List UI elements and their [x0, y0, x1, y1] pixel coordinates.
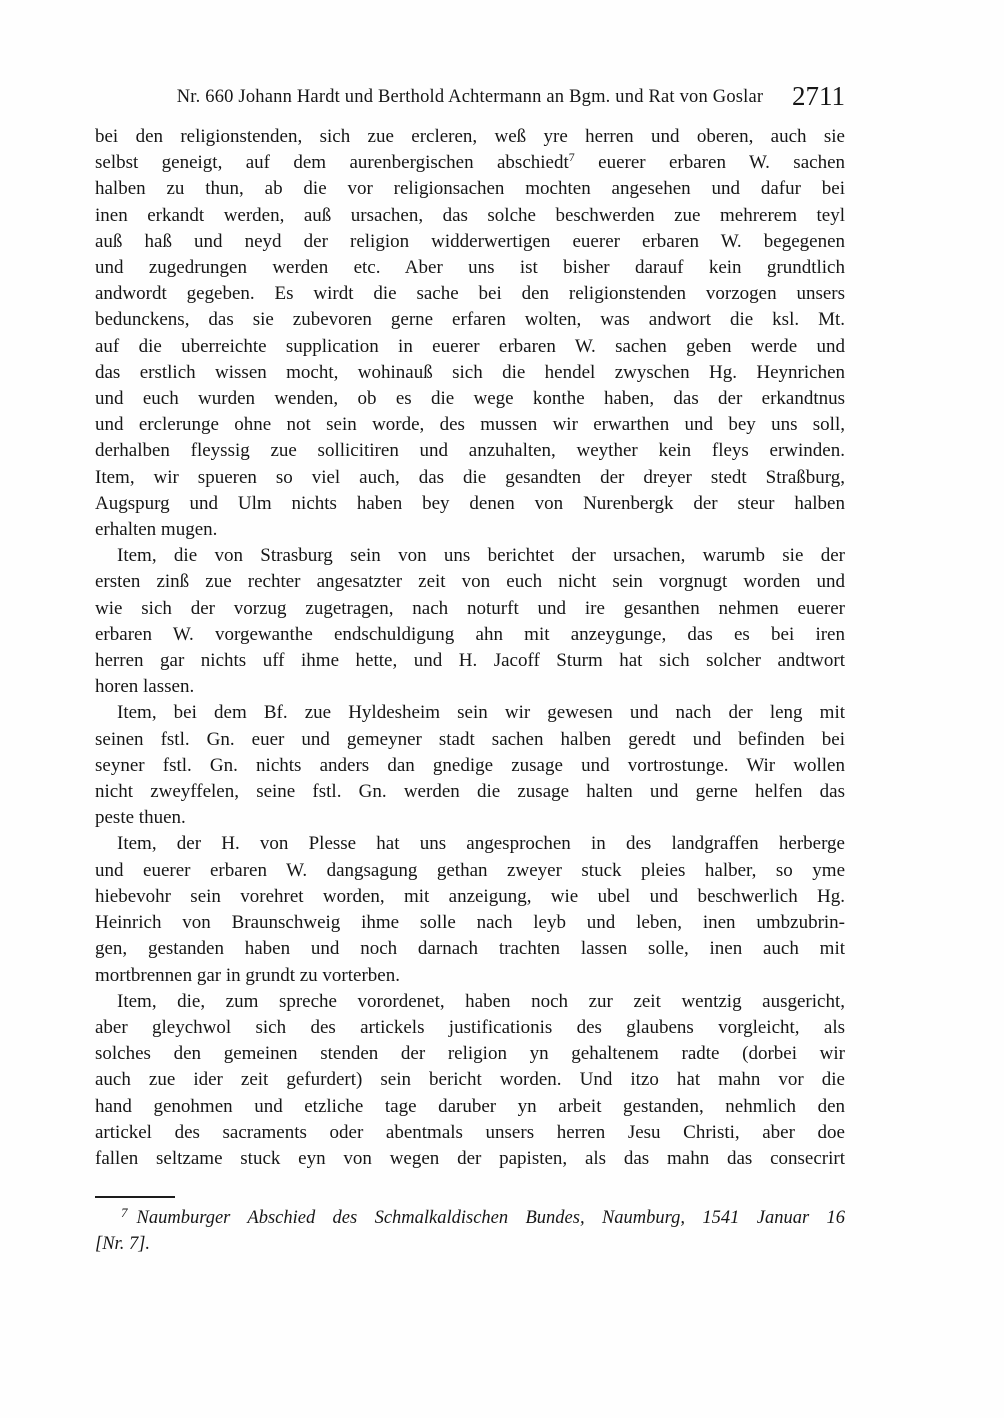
text-line: Item, der H. von Plesse hat uns angesprochen in des landgraffen herberge: [117, 833, 845, 855]
text-line: erhalten mugen.: [95, 519, 218, 541]
text-line: halben zu thun, ab die vor religionsachen mochten angesehen und dafur bei: [95, 178, 845, 200]
text-line: selbst geneigt, auf dem aurenbergischen abschiedt$^7$ euerer erbaren W. sachen: [95, 150, 846, 174]
text-line: artickel des sacraments oder abentmals unsers herren Jesu Christi, aber doe: [95, 1121, 845, 1143]
text-line: wie sich der vorzug zugetragen, nach noturft und ire gesanthen nehmen euerer: [95, 597, 845, 619]
text-line: gen, gestanden haben und noch darnach trachten lassen solle, inen auch mit: [95, 938, 845, 960]
text-line: ersten zinß zue rechter angesatzter zeit von euch nicht sein vorgnugt worden und: [95, 571, 845, 593]
paragraph: [95, 989, 845, 1172]
footnote-reference: 7: [121, 1205, 128, 1221]
text-line: solches den gemeinen stenden der religion yn gehaltenem radte (dorbei wir: [95, 1043, 845, 1065]
text-line: seyner fstl. Gn. nichts anders dan gnedige zusage und vortrostunge. Wir wollen: [95, 754, 845, 776]
text-line: mortbrennen gar in grundt zu vorterben.: [95, 964, 400, 986]
footnote-reference: 7: [568, 150, 575, 165]
body-text: [95, 124, 845, 1172]
text-line: herren gar nichts uff ihme hette, und H. Jacoff Sturm hat sich solcher andtwort: [95, 650, 845, 672]
paragraph: [95, 124, 845, 543]
running-header-title: Nr. 660 Johann Hardt und Berthold Achtermann an Bgm. und Rat von Goslar: [176, 87, 764, 107]
text-line: auch zue ider zeit gefurdert) sein bericht worden. Und itzo hat mahn vor die: [95, 1069, 845, 1091]
paragraph: [95, 700, 845, 831]
text-line: bei den religionstenden, sich zue ercleren, weß yre herren und oberen, auch sie: [95, 126, 845, 147]
text-line: hiebevohr sein vorehret worden, mit anzeigung, wie ubel und beschwerlich Hg.: [95, 885, 845, 907]
text-line: aber gleychwol sich des artickels justificationis des glaubens vorgleicht, als: [95, 1016, 845, 1038]
text-line: Item, die, zum spreche vorordenet, haben noch zur zeit wentzig ausgericht,: [117, 990, 845, 1012]
text-line: derhalben fleyssig zue sollicitiren und anzuhalten, weyther kein fleys erwinden.: [95, 440, 845, 462]
paragraph: [95, 831, 845, 988]
text-line: Heinrich von Braunschweig ihme solle nach leyb und leben, inen umbzubrin-: [95, 912, 845, 934]
running-header: [95, 80, 845, 110]
text-line: auß haß und neyd der religion widderwertigen euerer erbaren W. begegenen: [95, 230, 845, 252]
text-line: horen lassen.: [95, 676, 195, 698]
text-line: seinen fstl. Gn. euer und gemeyner stadt sachen halben geredt und befinden bei: [95, 728, 845, 750]
text-block: [95, 80, 845, 1257]
text-line: andwordt gegeben. Es wirdt die sache bei den religionstenden vorzogen unsers: [95, 283, 845, 305]
page-number: 2711: [782, 83, 845, 110]
text-line: [Nr. 7].: [95, 1234, 151, 1255]
text-line: auf die uberreichte supplication in euerer erbaren W. sachen geben werde und: [95, 335, 845, 357]
footnote: [95, 1205, 845, 1257]
text-line: inen erkandt werden, auß ursachen, das solche beschwerden zue mehrerem teyl: [95, 204, 845, 226]
text-line: und euch wurden wenden, ob es die wege konthe haben, das der erkandtnus: [95, 388, 845, 410]
text-line: Item, wir spueren so viel auch, das die gesandten der dreyer stedt Straßburg,: [95, 466, 845, 488]
footnote-block: [95, 1196, 845, 1257]
text-line: peste thuen.: [95, 807, 186, 829]
text-line: fallen seltzame stuck eyn von wegen der papisten, als das mahn das consecrirt: [95, 1147, 845, 1169]
text-line: Item, bei dem Bf. zue Hyldesheim sein wir gewesen und nach der leng mit: [117, 702, 845, 724]
text-line: das erstlich wissen mocht, wohinauß sich die hendel zwyschen Hg. Heynrichen: [95, 361, 845, 383]
text-line: Item, die von Strasburg sein von uns berichtet der ursachen, warumb sie der: [117, 545, 845, 567]
text-line: Augspurg und Ulm nichts haben bey denen von Nurenbergk der steur halben: [95, 492, 845, 514]
text-line: und zugedrungen werden etc. Aber uns ist bisher darauf kein grundtlich: [95, 257, 845, 279]
paragraph: [95, 543, 845, 700]
text-line: und euerer erbaren W. dangsagung gethan zweyer stuck pleies halber, so yme: [95, 859, 845, 881]
text-line: hand genohmen und etzliche tage daruber yn arbeit gestanden, nehmlich den: [95, 1095, 845, 1117]
text-line: nicht zweyffelen, seine fstl. Gn. werden die zusage halten und gerne helfen das: [95, 781, 845, 803]
text-line: und erclerunge ohne not sein worde, des mussen wir erwarthen und bey uns soll,: [95, 414, 845, 436]
text-line: bedunckens, das sie zubevoren gerne erfaren wolten, was andwort die ksl. Mt.: [95, 309, 845, 331]
footnote-separator-rule: [95, 1196, 175, 1198]
text-line: erbaren W. vorgewanthe endschuldigung ahn mit anzeygunge, das es bei iren: [95, 623, 845, 645]
text-line: $^7$ Naumburger Abschied des Schmalkaldischen Bundes, Naumburg, 1541 Januar 16: [121, 1205, 845, 1229]
